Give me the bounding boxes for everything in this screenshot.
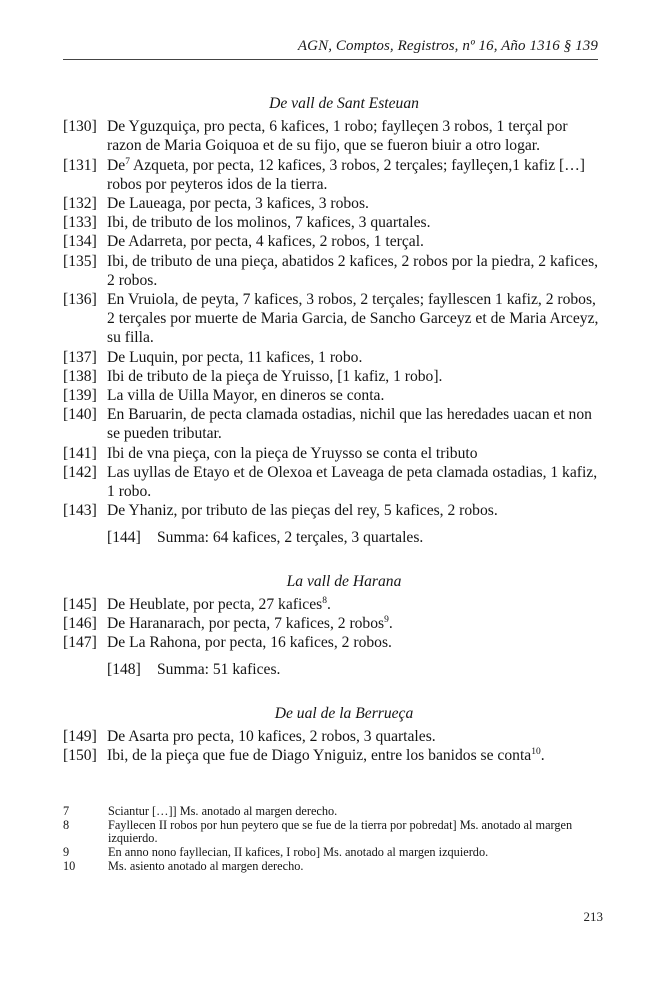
- entry-text: En Vruiola, de peyta, 7 kafices, 3 robos, 2 terçales; fayllescen 1 kafiz, 2 robos, 2 terçales por muerte de Maria Garcia, de Sancho Garceyz et de Maria Arceyz, su filla.: [107, 291, 599, 347]
- entry-131: [63, 156, 603, 194]
- entry-text: De Heublate, por pecta, 27 kafices$^8$.: [107, 595, 331, 613]
- summa-text: Summa: 64 kafices, 2 terçales, 3 quartales.: [157, 529, 424, 547]
- entry-138: [63, 367, 603, 386]
- entry-text: Ibi de tributo de la pieça de Yruisso, [1 kafiz, 1 robo].: [107, 367, 443, 385]
- footnote-ref-9[interactable]: 9: [384, 614, 389, 625]
- entry-146: [63, 614, 603, 633]
- entry-number: [135]: [63, 252, 97, 270]
- footnote-10: [63, 860, 603, 874]
- header-rule: [63, 59, 598, 60]
- entry-text: Ibi, de tributo de los molinos, 7 kafices, 3 quartales.: [107, 214, 431, 232]
- entry-text: De Adarreta, por pecta, 4 kafices, 2 robos, 1 terçal.: [107, 233, 424, 251]
- entry-number: [140]: [63, 406, 97, 424]
- entry-139: [63, 386, 603, 405]
- entry-number: [132]: [63, 195, 97, 213]
- footnotes: [63, 805, 603, 873]
- entry-132: [63, 194, 603, 213]
- entry-text: De$^7$ Azqueta, por pecta, 12 kafices, 3 robos, 2 terçales; faylleçen,1 kafiz […] robos por peyteros idos de la tierra.: [107, 156, 585, 193]
- entry-text: De Haranarach, por pecta, 7 kafices, 2 robos$^9$.: [107, 614, 393, 633]
- summa-148: [107, 660, 603, 679]
- footnote-9: [63, 846, 603, 860]
- summa-144: [107, 528, 603, 547]
- entry-number: [148]: [107, 661, 141, 679]
- entry-number: [145]: [63, 595, 97, 613]
- entry-133: [63, 213, 603, 232]
- entry-number: [136]: [63, 291, 97, 309]
- page-flow: [63, 0, 603, 945]
- footnote-number: 9: [63, 845, 70, 860]
- footnote-7: [63, 805, 603, 819]
- entry-147: [63, 633, 603, 652]
- entry-text: De Asarta pro pecta, 10 kafices, 2 robos, 3 quartales.: [107, 727, 436, 745]
- running-head: AGN, Comptos, Registros, nº 16, Año 1316 § 139: [297, 38, 598, 54]
- summa-text: Summa: 51 kafices.: [157, 661, 281, 679]
- footnote-ref-7[interactable]: 7: [125, 156, 130, 167]
- footnote-8: [63, 819, 603, 846]
- entry-number: [139]: [63, 387, 97, 405]
- footnote-ref-8[interactable]: 8: [322, 595, 327, 606]
- entry-text: Ibi de vna pieça, con la pieça de Yruysso se conta el tributo: [107, 444, 478, 462]
- entry-number: [138]: [63, 367, 97, 385]
- entry-137: [63, 348, 603, 367]
- entry-text: De Yhaniz, por tributo de las pieças del rey, 5 kafices, 2 robos.: [107, 502, 498, 520]
- entry-130: [63, 117, 603, 155]
- entry-149: [63, 727, 603, 746]
- entry-number: [130]: [63, 118, 97, 136]
- entry-number: [149]: [63, 727, 97, 745]
- entry-text: En Baruarin, de pecta clamada ostadias, nichil que las heredades uacan et non se pueden tributar.: [107, 406, 592, 443]
- entry-142: [63, 463, 603, 501]
- entry-number: [143]: [63, 502, 97, 520]
- entry-text: La villa de Uilla Mayor, en dineros se conta.: [107, 387, 385, 405]
- entry-140: [63, 405, 603, 443]
- entry-text: De La Rahona, por pecta, 16 kafices, 2 robos.: [107, 634, 392, 652]
- footnote-number: 7: [63, 804, 70, 819]
- entry-text: Ibi, de la pieça que fue de Diago Yniguiz, entre los banidos se conta$^{10}$.: [107, 746, 545, 765]
- entry-number: [141]: [63, 444, 97, 462]
- section-title: De ual de la Berrueça: [274, 704, 414, 722]
- entry-number: [142]: [63, 463, 97, 481]
- entry-text: Ibi, de tributo de una pieça, abatidos 2 kafices, 2 robos por la piedra, 2 kafices, 2 robos.: [107, 252, 599, 289]
- footnote-text: Ms. asiento anotado al margen derecho.: [108, 858, 304, 873]
- entry-number: [150]: [63, 747, 97, 765]
- entry-145: [63, 595, 603, 614]
- footnote-ref-10[interactable]: 10: [531, 746, 541, 757]
- entry-150: [63, 746, 603, 765]
- entry-number: [146]: [63, 615, 97, 633]
- footnote-number: 8: [63, 817, 70, 832]
- entry-text: De Luquin, por pecta, 11 kafices, 1 robo.: [107, 348, 363, 366]
- entry-number: [147]: [63, 634, 97, 652]
- footnote-number: 10: [63, 858, 76, 873]
- entry-number: [133]: [63, 214, 97, 232]
- entry-number: [144]: [107, 529, 141, 547]
- entry-141: [63, 444, 603, 463]
- entry-number: [134]: [63, 233, 97, 251]
- entry-text: Las uyllas de Etayo et de Olexoa et Laveaga de peta clamada ostadias, 1 kafiz, 1 robo.: [107, 463, 598, 501]
- footnote-text: Fayllecen II robos por hun peytero que se fue de la tierra por pobredat] Ms. anotado al margen izquierdo.: [108, 817, 573, 846]
- section-title: De vall de Sant Esteuan: [269, 95, 419, 112]
- entry-number: [131]: [63, 156, 97, 174]
- entry-number: [137]: [63, 348, 97, 366]
- entry-text: De Yguzquiça, pro pecta, 6 kafices, 1 robo; faylleçen 3 robos, 1 terçal por razon de Maria Goiquoa et de su fijo, que se fueron biuir a otro logar.: [107, 118, 568, 155]
- footnote-text: Sciantur […]] Ms. anotado al margen derecho.: [108, 804, 338, 819]
- section-title: La vall de Harana: [286, 572, 402, 590]
- entry-text: De Laueaga, por pecta, 3 kafices, 3 robos.: [107, 195, 369, 213]
- footnote-text: En anno nono fayllecian, II kafices, I robo] Ms. anotado al margen izquierdo.: [108, 845, 489, 860]
- document-body: [63, 94, 603, 765]
- entry-135: [63, 252, 603, 290]
- entry-136: [63, 290, 603, 348]
- entry-134: [63, 232, 603, 251]
- page-number: 213: [583, 909, 603, 925]
- entry-143: [63, 501, 603, 520]
